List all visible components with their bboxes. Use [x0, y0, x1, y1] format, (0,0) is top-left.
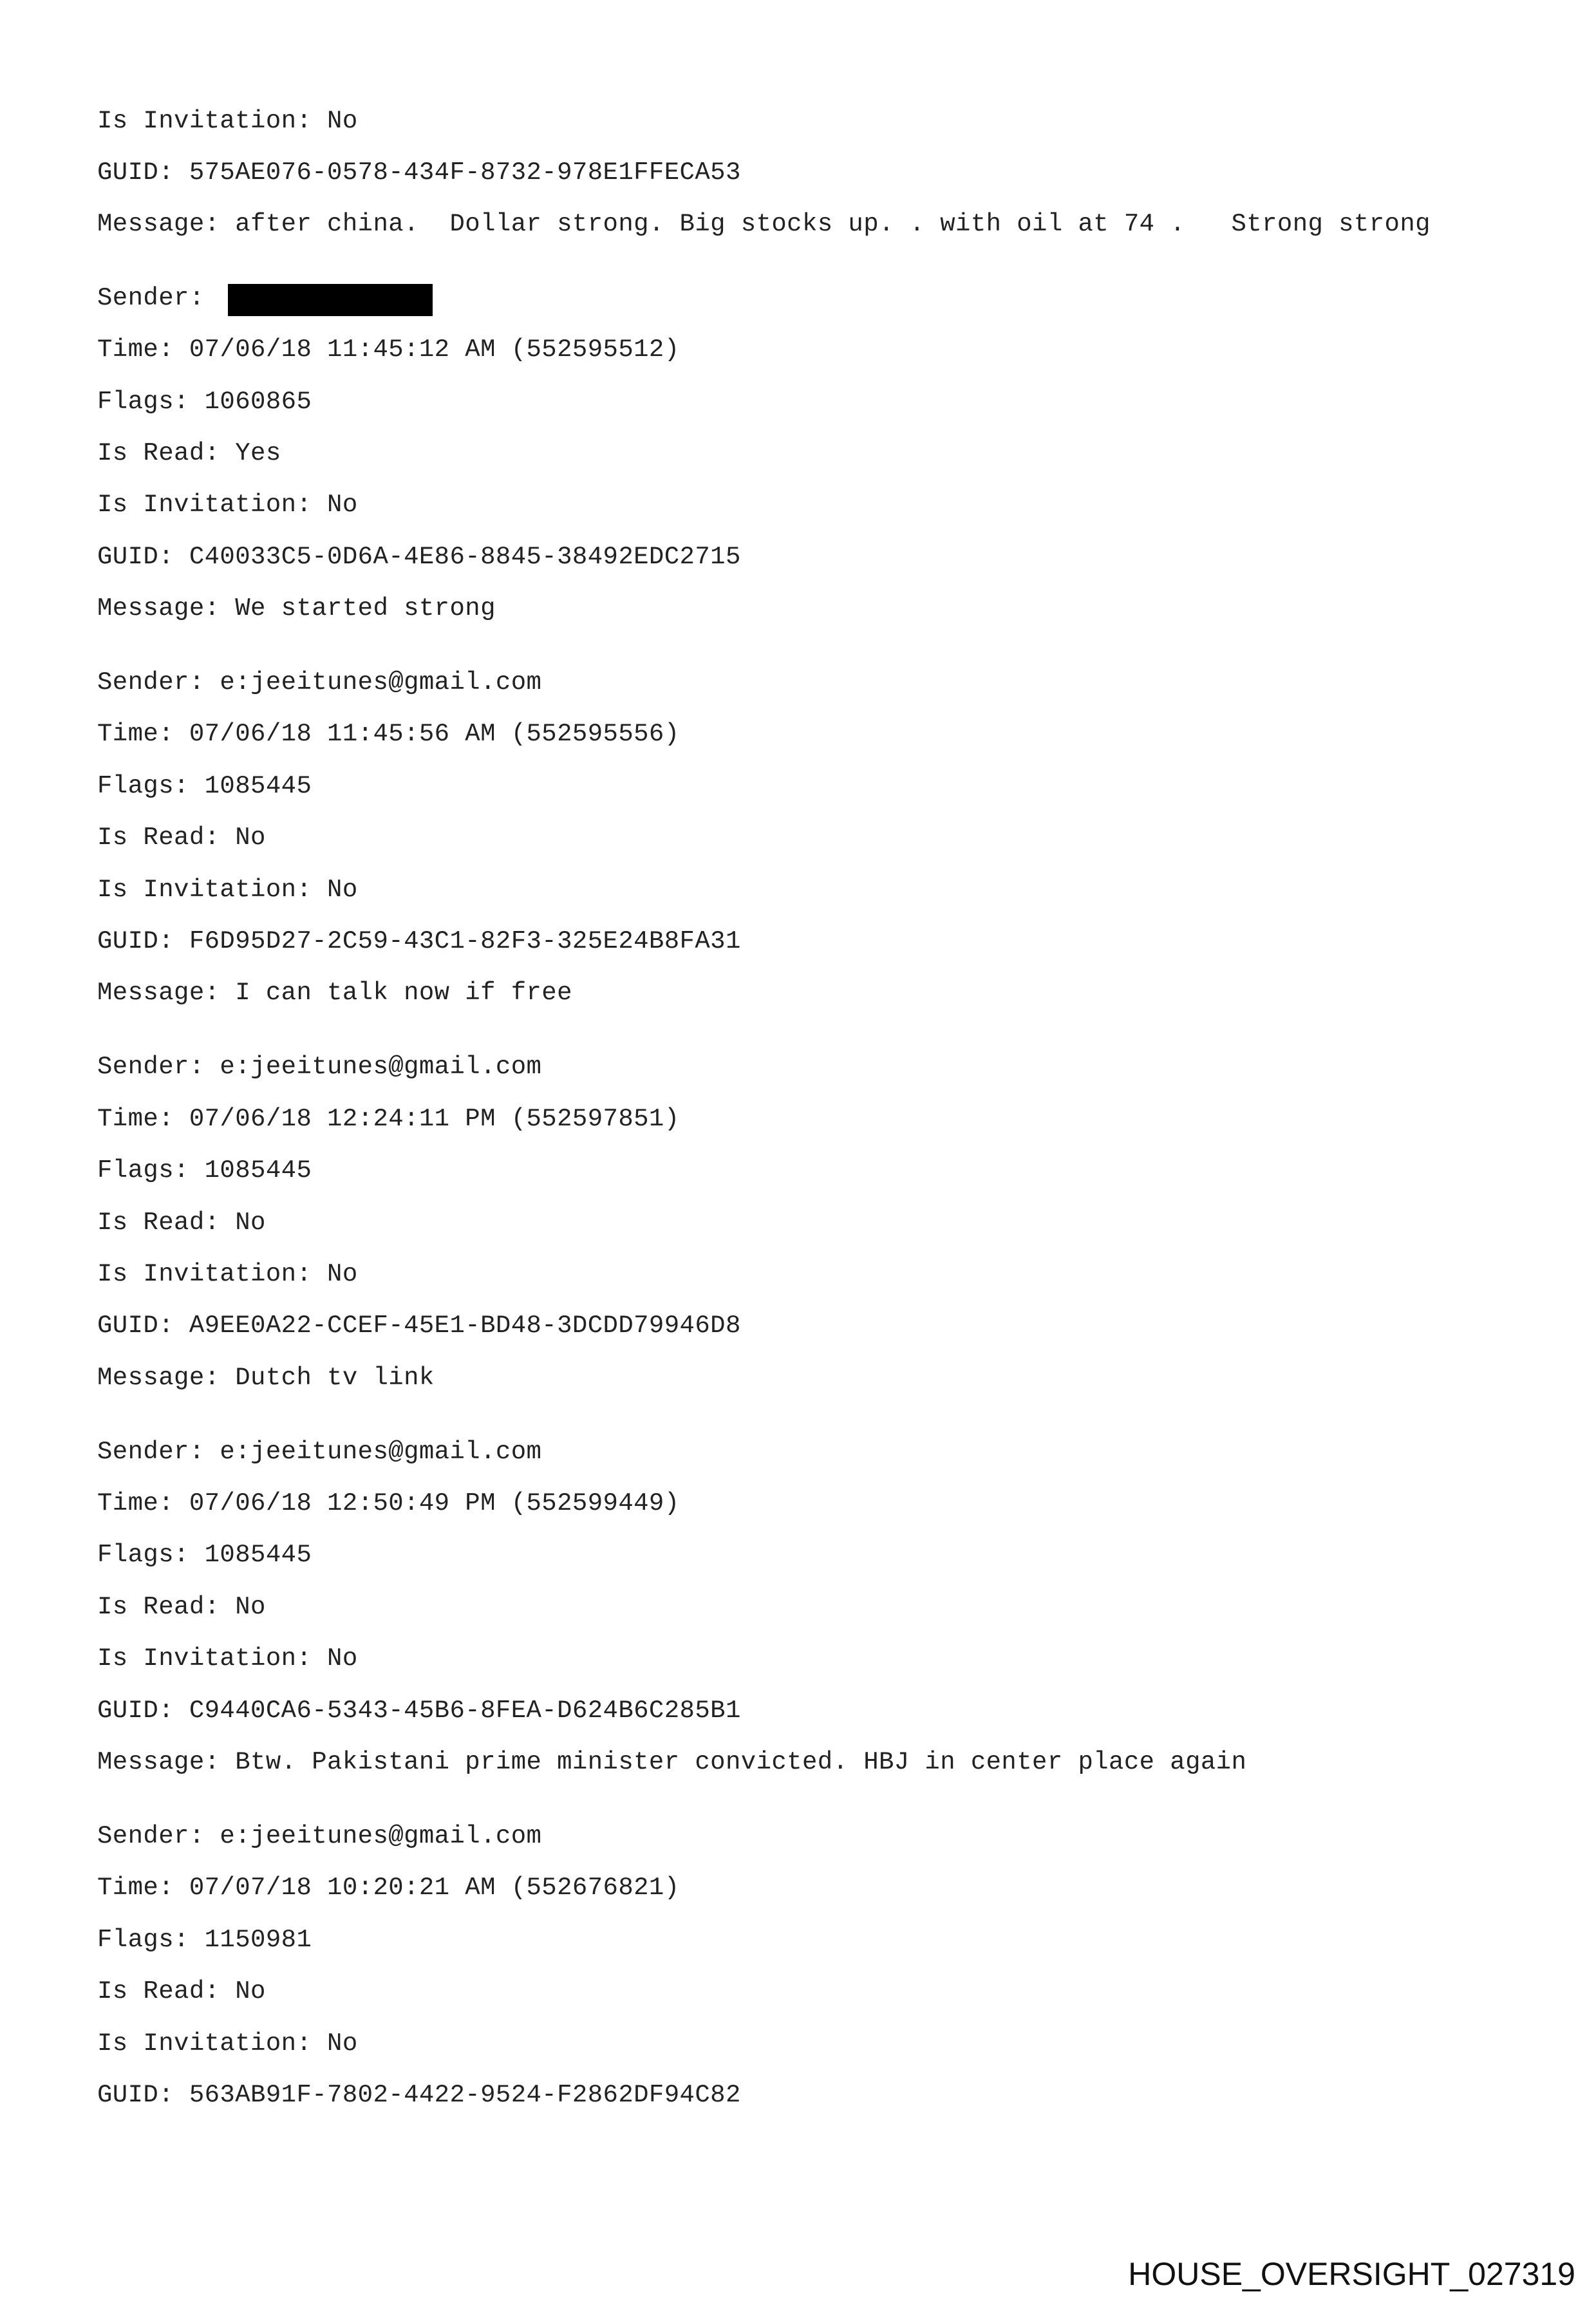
record-line: Is Invitation: No — [97, 1644, 358, 1673]
record-line: Message: Btw. Pakistani prime minister convicted. HBJ in center place again — [97, 1748, 1247, 1776]
redaction-bar — [228, 284, 433, 316]
record-line: Time: 07/06/18 12:50:49 PM (552599449) — [97, 1489, 680, 1518]
record-line: Sender: e:jeeitunes@gmail.com — [97, 668, 542, 697]
record-line: GUID: A9EE0A22-CCEF-45E1-BD48-3DCDD79946D8 — [97, 1311, 741, 1340]
record-line: Is Read: No — [97, 1208, 266, 1237]
record-line: Sender: e:jeeitunes@gmail.com — [97, 1822, 542, 1850]
record-line: GUID: C40033C5-0D6A-4E86-8845-38492EDC2715 — [97, 543, 741, 571]
record-line: Is Invitation: No — [97, 1260, 358, 1288]
record-line: Time: 07/06/18 12:24:11 PM (552597851) — [97, 1105, 680, 1133]
record-line: Is Invitation: No — [97, 491, 358, 519]
bates-number: HOUSE_OVERSIGHT_027319 — [1128, 2256, 1575, 2292]
record-line: GUID: 575AE076-0578-434F-8732-978E1FFECA53 — [97, 158, 741, 187]
record-line: Is Read: Yes — [97, 439, 281, 467]
record-line: Is Read: No — [97, 1593, 266, 1621]
record-line: Time: 07/06/18 11:45:56 AM (552595556) — [97, 720, 680, 748]
record-line: Message: I can talk now if free — [97, 979, 572, 1007]
record-line: Is Invitation: No — [97, 2029, 358, 2058]
record-line: Time: 07/07/18 10:20:21 AM (552676821) — [97, 1874, 680, 1902]
record-line: Message: Dutch tv link — [97, 1364, 435, 1392]
record-line: Message: We started strong — [97, 594, 496, 623]
record-line: Message: after china. Dollar strong. Big stocks up. . with oil at 74 . Strong strong — [97, 210, 1431, 238]
record-line: GUID: 563AB91F-7802-4422-9524-F2862DF94C82 — [97, 2081, 741, 2109]
record-line: Is Read: No — [97, 823, 266, 852]
record-line: Flags: 1085445 — [97, 1541, 312, 1569]
record-line: Is Invitation: No — [97, 107, 358, 135]
record-line: GUID: F6D95D27-2C59-43C1-82F3-325E24B8FA31 — [97, 927, 741, 955]
sender-label: Sender: — [97, 284, 220, 312]
record-line: Sender: e:jeeitunes@gmail.com — [97, 1438, 542, 1466]
record-line: Flags: 1085445 — [97, 772, 312, 800]
record-line: Sender: e:jeeitunes@gmail.com — [97, 1053, 542, 1081]
record-line: Is Invitation: No — [97, 876, 358, 904]
record-line: GUID: C9440CA6-5343-45B6-8FEA-D624B6C285B1 — [97, 1697, 741, 1725]
record-line: Flags: 1150981 — [97, 1926, 312, 1954]
record-line: Flags: 1085445 — [97, 1156, 312, 1185]
record-line: Time: 07/06/18 11:45:12 AM (552595512) — [97, 335, 680, 364]
record-line: Is Read: No — [97, 1977, 266, 2006]
record-line: Flags: 1060865 — [97, 388, 312, 416]
